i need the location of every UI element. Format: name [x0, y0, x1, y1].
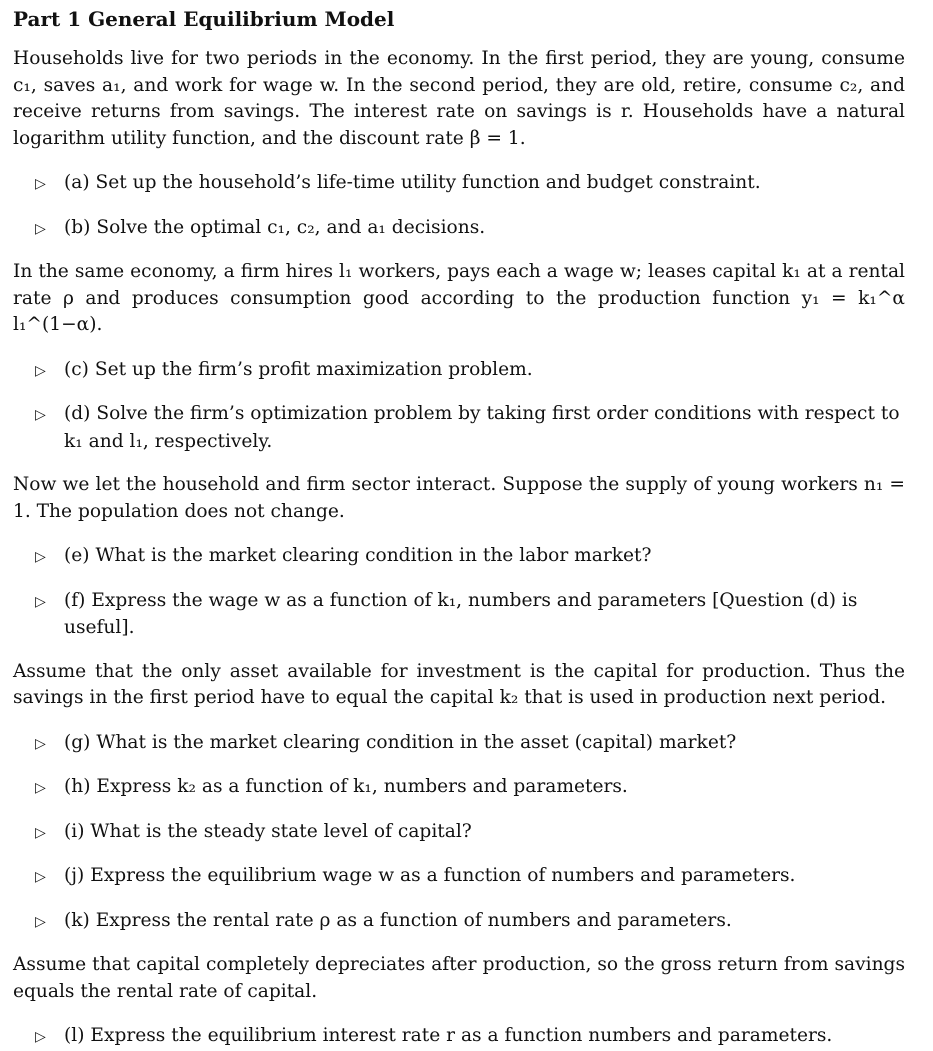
question-label: (c): [64, 358, 89, 380]
triangle-bullet-icon: ▷: [35, 824, 46, 841]
triangle-bullet-icon: ▷: [35, 220, 46, 237]
triangle-bullet-icon: ▷: [35, 735, 46, 752]
question-label: (d): [64, 403, 91, 424]
paragraph-interaction: Now we let the household and firm sector interact. Suppose the supply of young workers n₁ = 1. The population does not change.: [13, 474, 905, 522]
triangle-bullet-icon: ▷: [35, 407, 46, 423]
question-label: (a): [64, 172, 90, 193]
question-text: Set up the household’s life-time utility function and budget constraint.: [95, 172, 761, 193]
triangle-bullet-icon: ▷: [35, 1029, 46, 1045]
question-e: [13, 543, 905, 571]
question-a: [13, 170, 905, 198]
triangle-bullet-icon: ▷: [35, 176, 46, 192]
question-text: What is the market clearing condition in the labor market?: [95, 545, 652, 566]
triangle-bullet-icon: ▷: [35, 549, 46, 565]
question-text: Express the wage w as a function of k₁, numbers and parameters [Question (d) is useful].: [64, 589, 858, 638]
question-h: [13, 774, 905, 802]
question-text: What is the steady state level of capital?: [90, 820, 472, 842]
triangle-bullet-icon: ▷: [35, 593, 46, 610]
question-text: Set up the firm’s profit maximization problem.: [94, 358, 533, 380]
question-label: (h): [64, 776, 91, 797]
paragraph-depreciation: Assume that capital completely depreciates after production, so the gross return from savings equals the rental rate of capital.: [13, 954, 905, 1002]
question-text: Express the rental rate ρ as a function of numbers and parameters.: [95, 909, 732, 931]
triangle-bullet-icon: ▷: [35, 362, 46, 379]
question-text: Express the equilibrium interest rate r as a function numbers and parameters.: [90, 1025, 833, 1046]
question-k: [13, 908, 905, 936]
triangle-bullet-icon: ▷: [35, 913, 46, 930]
question-label: (g): [64, 731, 91, 753]
question-text: What is the market clearing condition in the asset (capital) market?: [96, 731, 737, 753]
question-label: (f): [64, 589, 86, 611]
question-i: [13, 819, 905, 847]
question-text: Solve the optimal c₁, c₂, and a₁ decisions.: [96, 216, 486, 238]
question-text: Express the equilibrium wage w as a function of numbers and parameters.: [90, 865, 796, 886]
paragraph-firm: In the same economy, a firm hires l₁ workers, pays each a wage w; leases capital k₁ at a rental rate ρ and produces consumption good according to the production function y₁ = k₁^α l₁^(1−α).: [13, 261, 905, 335]
question-label: (b): [64, 216, 91, 238]
question-label: (i): [64, 820, 85, 842]
paragraph-households: Households live for two periods in the economy. In the first period, they are young, consume c₁, saves a₁, and work for wage w. In the second period, they are old, retire, consume c₂, and receive returns from savings. The interest rate on savings is r. Households have a natural logarithm utility function, and the discount rate β = 1.: [13, 48, 905, 149]
question-g: [13, 730, 905, 758]
question-c: [13, 357, 905, 385]
question-label: (l): [64, 1025, 85, 1046]
question-j: [13, 863, 905, 891]
question-label: (j): [64, 865, 85, 886]
question-b: [13, 215, 905, 243]
triangle-bullet-icon: ▷: [35, 869, 46, 885]
question-label: (k): [64, 909, 90, 931]
section-title: Part 1 General Equilibrium Model: [13, 7, 395, 31]
question-f: [13, 588, 905, 642]
question-d: [13, 401, 905, 455]
question-l: [13, 1023, 905, 1051]
triangle-bullet-icon: ▷: [35, 780, 46, 796]
question-label: (e): [64, 545, 90, 566]
paragraph-savings: Assume that the only asset available for investment is the capital for production. Thus the savings in the first period have to equal the capital k₂ that is used in production next period.: [13, 660, 905, 708]
question-text: Express k₂ as a function of k₁, numbers and parameters.: [96, 776, 628, 797]
question-text: Solve the firm’s optimization problem by taking first order conditions with respect to k₁ and l₁, respectively.: [64, 403, 900, 452]
